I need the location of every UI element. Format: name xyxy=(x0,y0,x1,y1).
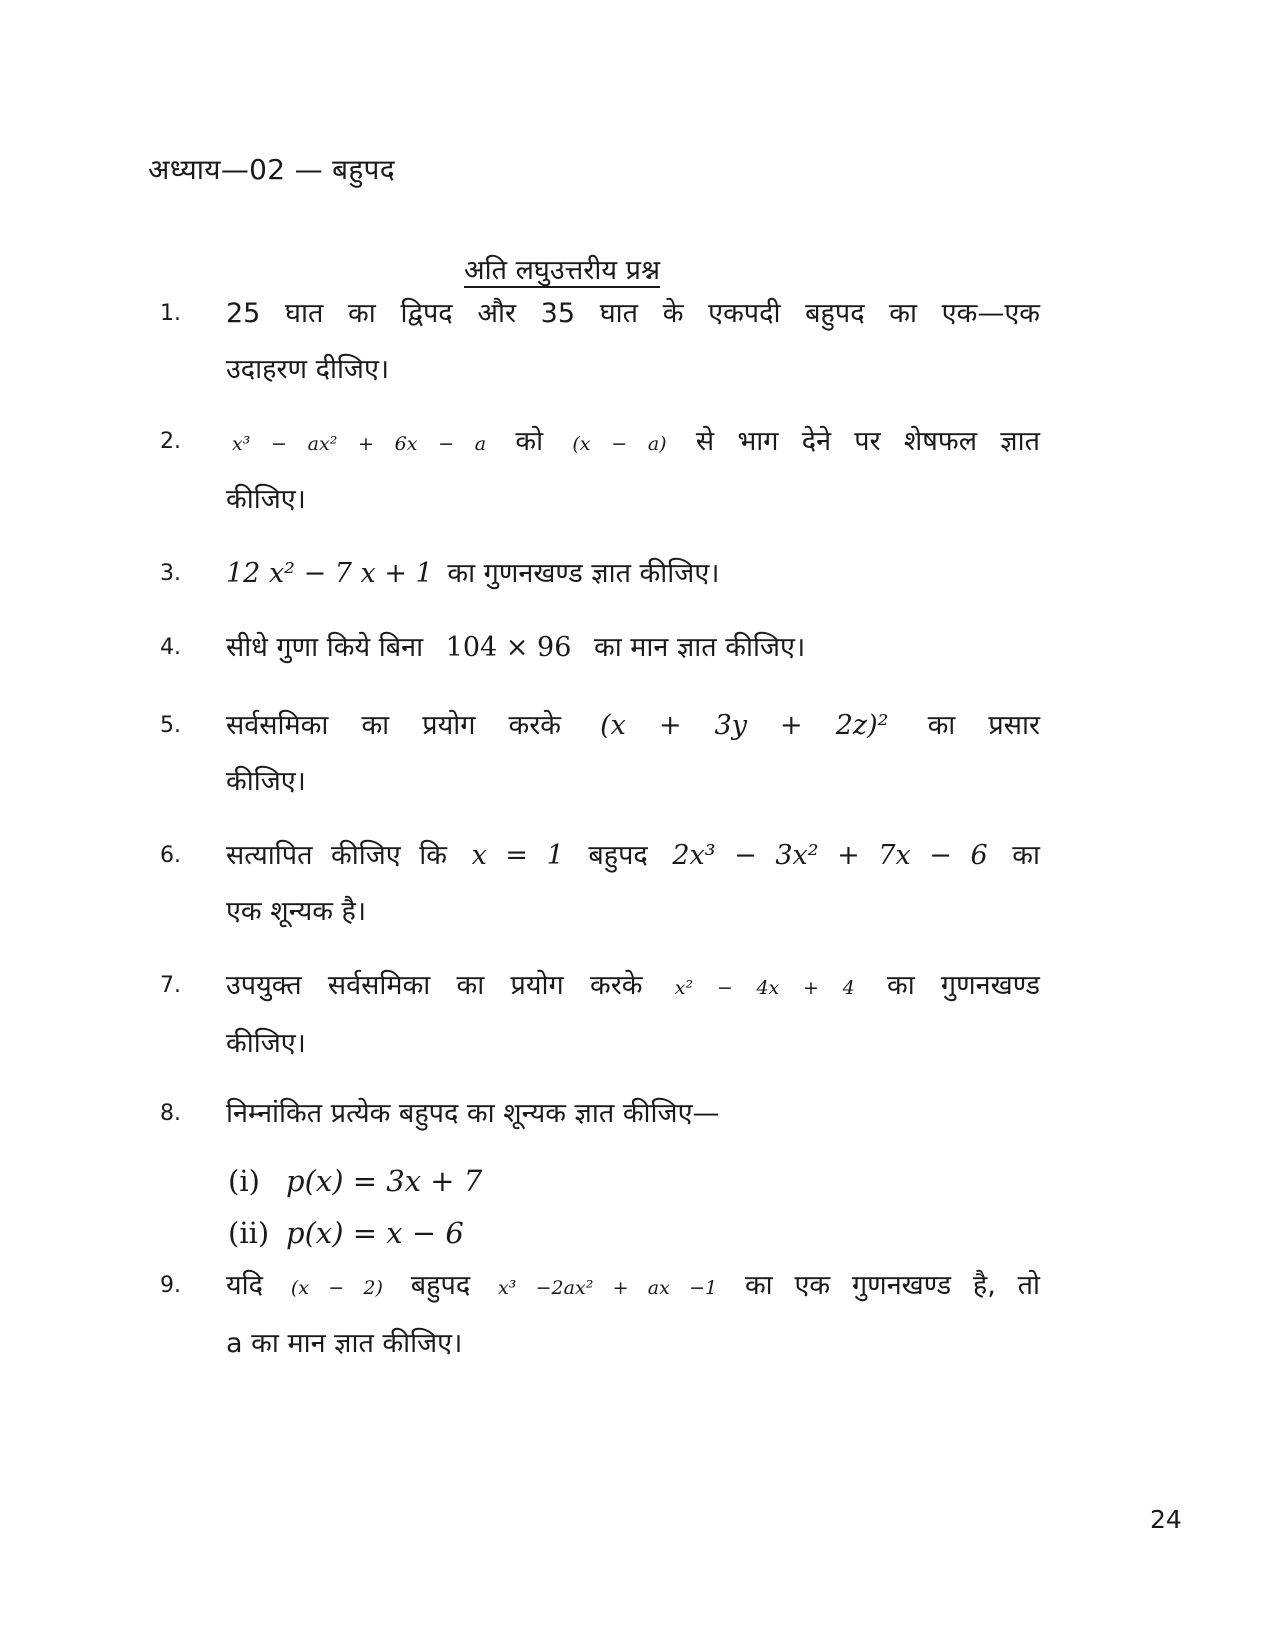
question-body xyxy=(226,620,1040,676)
question-body xyxy=(226,828,1040,940)
math-expression: 2x³ − 3x² + 7x − 6 xyxy=(672,840,988,871)
math-expression: x³ − ax² + 6x − a xyxy=(232,433,487,455)
question-body xyxy=(226,546,1040,602)
sub-item xyxy=(228,1155,482,1207)
math-expression: (x − 2) xyxy=(290,1277,383,1299)
question-number: 4. xyxy=(160,635,181,660)
math-expression: 12 x² − 7 x + 1 xyxy=(226,558,433,589)
question-number: 7. xyxy=(160,973,181,998)
question-text-line: a का मान ज्ञात कीजिए। xyxy=(226,1328,463,1359)
math-expression: 104 × 96 xyxy=(445,632,572,663)
question-number: 6. xyxy=(160,843,181,868)
question-text: यदि xyxy=(226,1270,263,1301)
question-text: सर्वसमिका का प्रयोग करके xyxy=(226,710,562,741)
question-line xyxy=(226,828,1040,884)
sub-item-list xyxy=(228,1155,482,1259)
question-body xyxy=(226,286,1040,398)
question-number: 8. xyxy=(160,1101,181,1126)
question-text: का xyxy=(1012,840,1040,871)
question-text: का मान ज्ञात कीजिए। xyxy=(593,632,806,663)
question-line xyxy=(226,414,1040,472)
question-text: बहुपद xyxy=(410,1270,471,1301)
math-expression: x = 1 xyxy=(471,840,564,871)
math-expression: x² − 4x + 4 xyxy=(674,977,855,999)
question-body xyxy=(226,1086,1040,1142)
question-text: का एक गुणनखण्ड है, तो xyxy=(744,1270,1040,1301)
math-expression: x³ −2ax² + ax −1 xyxy=(498,1277,718,1299)
question-text-line: कीजिए। xyxy=(226,766,306,797)
question-number: 5. xyxy=(160,713,181,738)
question-line xyxy=(226,546,1040,602)
question-text-line: 25 घात का द्विपद और 35 घात के एकपदी बहुपद का एक—एक xyxy=(226,298,1040,329)
question-line xyxy=(226,620,1040,676)
question-number: 2. xyxy=(160,429,181,454)
question-text: सीधे गुणा किये बिना xyxy=(226,632,424,663)
question-text-line: उदाहरण दीजिए। xyxy=(226,354,390,385)
sub-item-label: (i) xyxy=(228,1164,260,1198)
question-text: सत्यापित कीजिए कि xyxy=(226,840,448,871)
question-number: 3. xyxy=(160,561,181,586)
question-text-line: कीजिए। xyxy=(226,1028,306,1059)
question-text: को xyxy=(515,426,544,457)
question-text-line: कीजिए। xyxy=(226,484,306,515)
math-expression: (x + 3y + 2z)² xyxy=(600,710,889,741)
math-expression: p(x) = x − 6 xyxy=(286,1216,464,1250)
sub-item-label: (ii) xyxy=(228,1216,270,1250)
question-text: बहुपद xyxy=(588,840,648,871)
question-number: 1. xyxy=(160,301,181,326)
sub-item xyxy=(228,1207,482,1259)
question-text: का गुणनखण्ड xyxy=(886,970,1040,1001)
question-body xyxy=(226,414,1040,528)
chapter-title: अध्याय—02 — बहुपद xyxy=(148,153,395,186)
question-text: का गुणनखण्ड ज्ञात कीजिए। xyxy=(447,558,720,589)
question-text-line: एक शून्यक है। xyxy=(226,896,367,927)
question-line xyxy=(226,958,1040,1016)
question-body xyxy=(226,1258,1040,1372)
question-line xyxy=(226,698,1040,754)
page-number: 24 xyxy=(1150,1505,1182,1534)
question-text-line: निम्नांकित प्रत्येक बहुपद का शून्यक ज्ञात कीजिए— xyxy=(226,1098,720,1129)
question-text: उपयुक्त सर्वसमिका का प्रयोग करके xyxy=(226,970,643,1001)
math-expression: (x − a) xyxy=(572,433,667,455)
math-expression: p(x) = 3x + 7 xyxy=(286,1164,483,1198)
question-line xyxy=(226,1258,1040,1316)
question-number: 9. xyxy=(160,1273,181,1298)
question-text: का प्रसार xyxy=(927,710,1040,741)
question-body xyxy=(226,698,1040,810)
section-heading: अति लघुउत्तरीय प्रश्न xyxy=(464,255,661,286)
question-body xyxy=(226,958,1040,1072)
question-text: से भाग देने पर शेषफल ज्ञात xyxy=(695,426,1040,457)
